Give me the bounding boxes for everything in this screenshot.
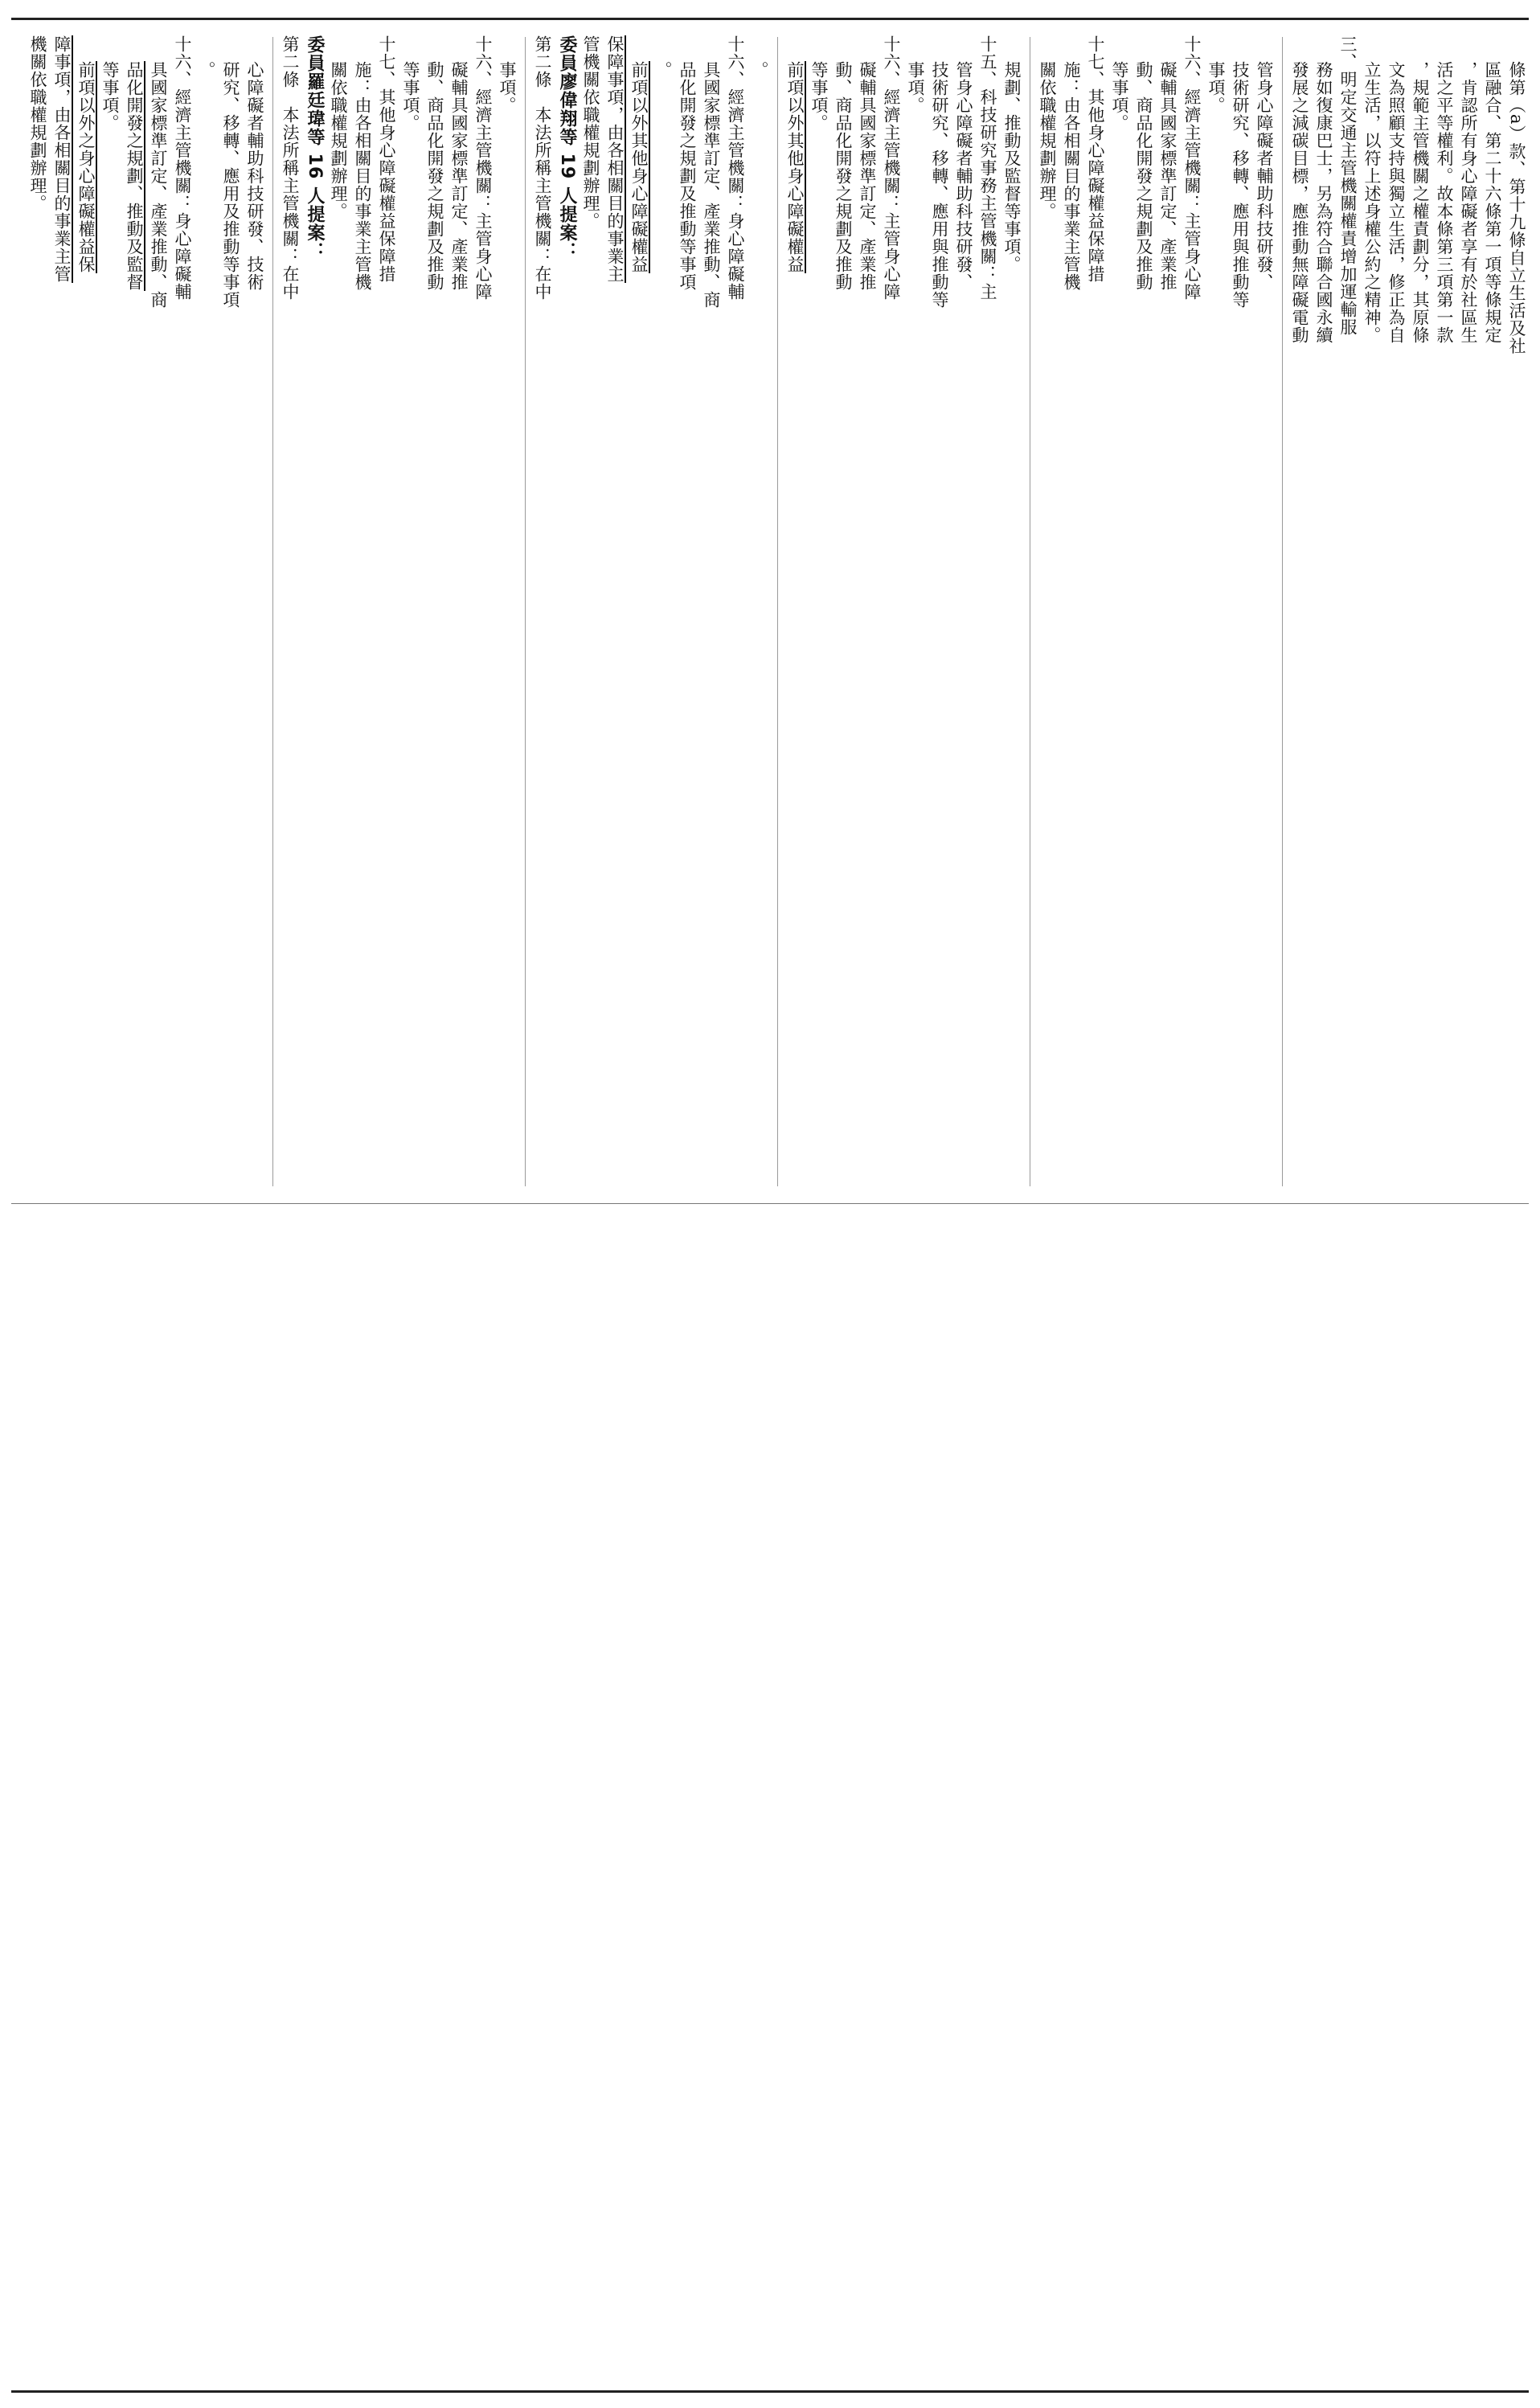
text-line: ，肯認所有身心障礙者享有於社區生 [1459,61,1478,344]
text-line: 機關依職權規劃辦理。 [28,35,47,212]
text-line: 三、明定交通主管機關權責增加運輸服 [1338,35,1358,336]
text-column-2 [1035,35,1276,1193]
column-divider [272,37,273,1186]
document-text-band [11,26,1529,1201]
text-line: 條第（a）款、第十九條自立生活及社 [1507,61,1526,355]
text-line: 前項以外其他身心障礙權益 [785,61,805,273]
text-line: 十五、科技研究事務主管機關：主 [978,35,997,301]
text-line: 施：由各相關目的事業主管機 [1062,61,1081,291]
text-line: 保障事項，由各相關目的事業主 [605,35,625,283]
text-line: 立生活，以符上述身權公約之精神。 [1362,61,1382,344]
text-line: 動、商品化開發之規劃及推動 [425,61,444,291]
text-line: 事項。 [906,61,925,114]
text-line: 品化開發之規劃、推動及監督 [125,61,144,291]
text-line: 等事項。 [809,61,829,132]
text-line: 發展之減碳目標，應推動無障礙電動 [1290,61,1309,344]
column-divider [777,37,778,1186]
band-separator [11,1203,1529,1204]
text-line: 等事項。 [1110,61,1129,132]
text-line: 管機關依職權規劃辦理。 [581,35,600,230]
text-line: 礙輔具國家標準訂定、產業推 [1158,61,1178,291]
column-divider [525,37,526,1186]
text-line: 十六、經濟主管機關：主管身心障 [882,35,901,301]
text-line: 具國家標準訂定、產業推動、商 [149,61,168,309]
text-line: 。 [197,61,216,79]
text-line: 十六、經濟主管機關：主管身心障 [1182,35,1202,301]
text-line: 十六、經濟主管機關：身心障礙輔 [726,35,745,301]
text-line: 十七、其他身心障礙權益保障措 [1086,35,1105,283]
text-line: 研究、移轉、應用及推動等事項 [221,61,240,309]
text-column-5 [278,35,519,1193]
text-line: 技術研究、移轉、應用與推動等 [1231,61,1250,309]
text-line: 具國家標準訂定、產業推動、商 [702,61,721,309]
document-text-band-lower [11,1209,1529,2384]
top-rule [11,18,1529,20]
text-line: 事項。 [1206,61,1226,114]
text-line: 技術研究、移轉、應用與推動等 [930,61,949,309]
text-line: 區融合、第二十六條第一項等條規定 [1483,61,1502,344]
text-line: 施：由各相關目的事業主管機 [353,61,372,291]
column-divider [1282,37,1283,1186]
column-lines [783,35,1024,1193]
text-line: 心障礙者輔助科技研發、技術 [245,61,264,291]
text-column-4 [530,35,772,1193]
text-line: 第二條 本法所稱主管機關：在中 [281,35,300,301]
text-line: 動、商品化開發之規劃及推動 [833,61,853,291]
text-line: 等事項。 [100,61,120,132]
proposal-heading: 委員羅廷瑋等 16 人提案： [305,35,325,260]
text-line: 關依職權規劃辦理。 [329,61,348,220]
column-lines [278,35,519,1193]
text-line: 礙輔具國家標準訂定、產業推 [449,61,469,291]
text-line: 品化開發之規劃及推動等事項 [678,61,697,291]
text-line: 活之平等權利。故本條第三項第一款 [1435,61,1454,344]
text-column-6 [26,35,267,1193]
text-line: 前項以外其他身心障礙權益 [629,61,649,273]
text-line: 十六、經濟主管機關：主管身心障 [473,35,493,301]
text-line: 礙輔具國家標準訂定、產業推 [858,61,877,291]
text-line: 等事項。 [401,61,420,132]
column-lines [26,35,267,1193]
text-line: 障事項，由各相關目的事業主管 [52,35,72,283]
column-lines [1035,35,1276,1193]
text-line: 規劃、推動及監督等事項。 [1002,61,1022,273]
text-line: 前項以外之身心障礙權益保 [76,61,96,273]
bottom-rule [11,2390,1529,2393]
text-column-3 [783,35,1024,1193]
column-lines [530,35,772,1193]
text-line: 。 [653,61,673,79]
text-line: 十七、其他身心障礙權益保障措 [377,35,396,283]
text-line: 管身心障礙者輔助科技研發、 [954,61,973,291]
text-line: 十六、經濟主管機關：身心障礙輔 [173,35,192,301]
column-lines [1288,35,1529,1193]
text-line: 文為照顧支持與獨立生活，修正為自 [1386,61,1406,344]
text-column-1 [1288,35,1529,1193]
proposal-heading: 委員廖偉翔等 19 人提案： [557,35,577,260]
text-line: 事項。 [498,61,517,114]
text-line: 第二條 本法所稱主管機關：在中 [533,35,552,301]
text-line: 動、商品化開發之規劃及推動 [1134,61,1153,291]
text-line: 管身心障礙者輔助科技研發、 [1255,61,1274,291]
text-line: ，規範主管機關之權責劃分，其原條 [1411,61,1430,344]
text-line: 。 [750,61,769,79]
text-line: 關依職權規劃辦理。 [1038,61,1057,220]
text-line: 務如復康巴士，另為符合聯合國永續 [1314,61,1333,344]
